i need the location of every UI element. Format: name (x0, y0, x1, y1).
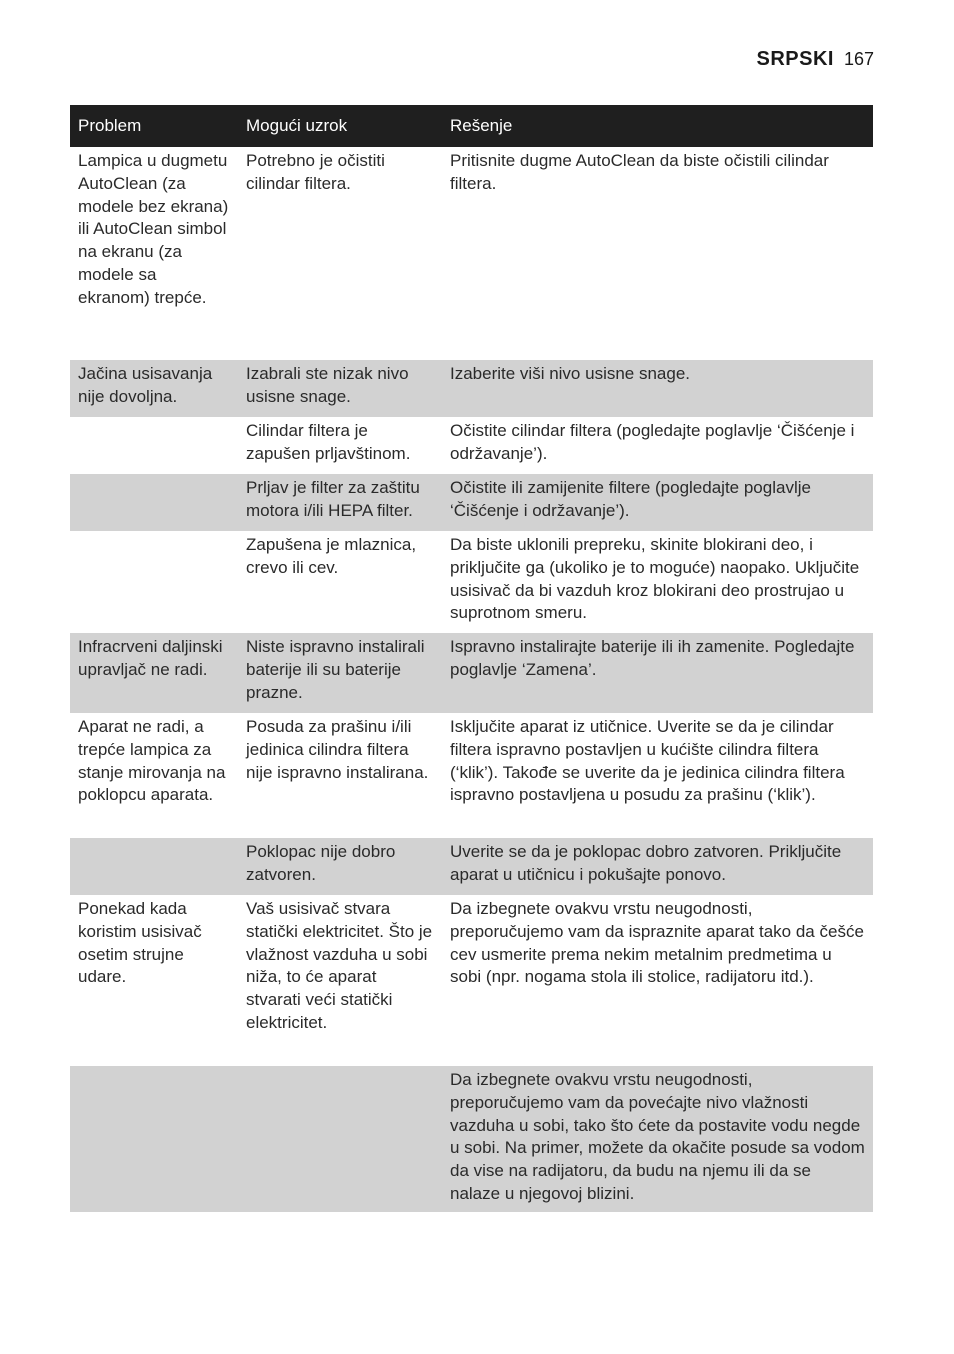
solution-cell: Da izbegnete ovakvu vrstu neugodnosti, preporučujemo vam da ispraznite aparat tako da češće cev usmerite prema nekim metalnim predmetima u sobi (npr. nogama stola ili stolice, radijatoru itd.). (450, 899, 864, 987)
solution-cell: Ispravno instalirajte baterije ili ih zamenite. Pogledajte poglavlje ‘Zamena’. (442, 633, 873, 713)
problem-cell: Aparat ne radi, a trepće lampica za stanje mirovanja na poklopcu aparata. (78, 717, 226, 805)
cause-cell: Zapušena je mlaznica, crevo ili cev. (246, 535, 417, 577)
problem-cell: Lampica u dugmetu AutoClean (za modele bez ekrana) ili AutoClean simbol na ekranu (za modele sa ekranom) trepće. (78, 151, 229, 307)
column-header-solution: Rešenje (442, 105, 873, 147)
cause-cell: Poklopac nije dobro zatvoren. (238, 838, 442, 895)
page-number: 167 (843, 49, 874, 69)
problem-cell: Infracrveni daljinski upravljač ne radi. (70, 633, 238, 713)
cause-cell: Potrebno je očistiti cilindar filtera. (246, 151, 385, 193)
table-row (70, 360, 873, 417)
table-row (70, 474, 873, 531)
cause-cell: Posuda za prašinu i/ili jedinica cilindra filtera nije ispravno instalirana. (246, 717, 429, 782)
table-row (70, 417, 873, 474)
problem-cell (70, 417, 238, 474)
cause-cell: Cilindar filtera je zapušen prljavštinom. (246, 421, 411, 463)
language-label: SRPSKI (756, 48, 834, 70)
page-header (756, 48, 874, 71)
solution-cell: Da biste uklonili prepreku, skinite blokirani deo, i priključite ga (ukoliko je to moguće) naopako. Uključite usisivač da bi vazduh kroz blokirani deo prostrujao u suprotnom smeru. (450, 535, 860, 623)
table-row (70, 531, 873, 633)
column-header-cause: Mogući uzrok (238, 105, 442, 147)
solution-cell: Uverite se da je poklopac dobro zatvoren. Priključite aparat u utičnicu i pokušajte ponovo. (442, 838, 873, 895)
cause-cell (238, 1066, 442, 1212)
solution-cell: Izaberite viši nivo usisne snage. (442, 360, 873, 417)
solution-cell: Isključite aparat iz utičnice. Uverite se da je cilindar filtera ispravno postavljen u kućište cilindra filtera (‘klik’). Takođe se uverite da je jedinica cilindra filtera ispravno postavljena u posudu za prašinu (‘klik’). (450, 717, 845, 805)
cause-cell: Izabrali ste nizak nivo usisne snage. (238, 360, 442, 417)
problem-cell (70, 1066, 238, 1212)
solution-cell: Očistite cilindar filtera (pogledajte poglavlje ‘Čišćenje i održavanje’). (450, 421, 855, 463)
problem-cell: Jačina usisavanja nije dovoljna. (70, 360, 238, 417)
table-row (70, 633, 873, 713)
table-row (70, 838, 873, 895)
table-row (70, 1066, 873, 1212)
table-header-row (70, 105, 873, 147)
table-row (70, 895, 873, 1066)
table-row (70, 147, 873, 360)
problem-cell (70, 474, 238, 531)
solution-cell: Očistite ili zamijenite filtere (pogledajte poglavlje ‘Čišćenje i održavanje’). (442, 474, 873, 531)
table-row (70, 713, 873, 838)
solution-cell: Pritisnite dugme AutoClean da biste očistili cilindar filtera. (450, 151, 829, 193)
problem-cell: Ponekad kada koristim usisivač osetim strujne udare. (78, 899, 202, 987)
troubleshooting-table (70, 105, 873, 1212)
column-header-problem: Problem (70, 105, 238, 147)
cause-cell: Prljav je filter za zaštitu motora i/ili HEPA filter. (238, 474, 442, 531)
problem-cell (70, 531, 238, 633)
problem-cell (70, 838, 238, 895)
solution-cell: Da izbegnete ovakvu vrstu neugodnosti, preporučujemo vam da povećajte nivo vlažnosti vazduha u sobi, tako što ćete da postavite vodu negde u sobi. Na primer, možete da okačite posude sa vodom da vise na radijatoru, da budu na njemu ili da se nalaze u njegovoj blizini. (442, 1066, 873, 1212)
cause-cell: Niste ispravno instalirali baterije ili su baterije prazne. (238, 633, 442, 713)
cause-cell: Vaš usisivač stvara statički elektricitet. Što je vlažnost vazduha u sobi niža, to će aparat stvarati veći statički elektricitet. (246, 899, 433, 1032)
